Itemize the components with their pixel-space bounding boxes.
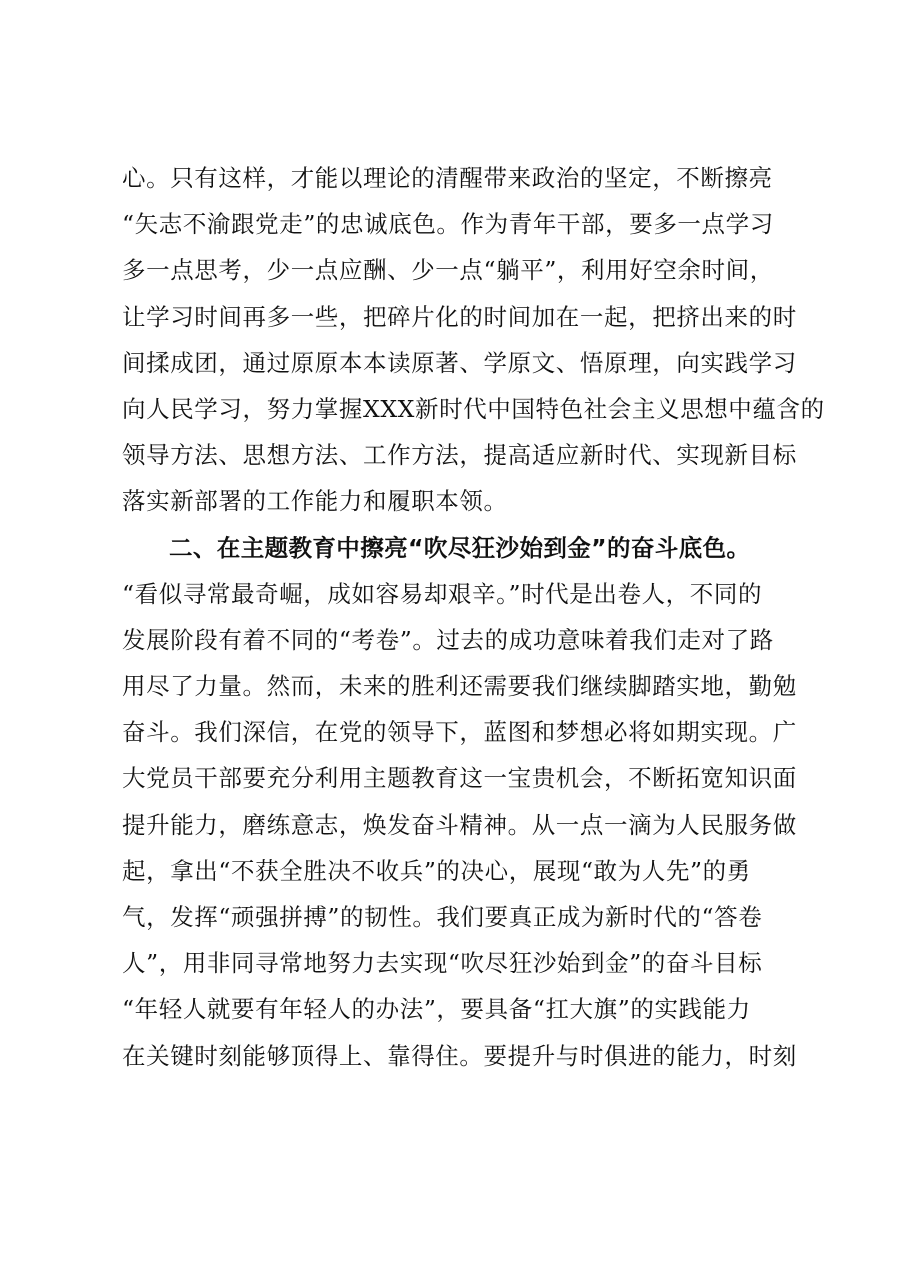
text-line: 多一点思考，少一点应酬、少一点“躺平”，利用好空余时间， <box>122 256 774 285</box>
text-line: 人”，用非同寻常地努力去实现“吹尽狂沙始到金”的奋斗目标 <box>122 949 763 978</box>
text-line: 发展阶段有着不同的“考卷”。过去的成功意味着我们走对了路 <box>122 625 774 654</box>
text-line: 间揉成团，通过原原本本读原著、学原文、悟原理，向实践学习 <box>122 348 797 377</box>
text-line: 落实新部署的工作能力和履职本领。 <box>122 487 508 516</box>
text-line: “看似寻常最奇崛，成如容易却艰辛。”时代是出卷人，不同的 <box>122 579 763 608</box>
text-line: 气，发挥“顽强拼搏”的韧性。我们要真正成为新时代的“答卷 <box>122 903 763 931</box>
text-line: 起，拿出“不获全胜决不收兵”的决心，展现“敢为人先”的勇 <box>122 856 751 885</box>
text-line: 用尽了力量。然而，未来的胜利还需要我们继续脚踏实地，勤勉 <box>122 672 797 701</box>
paragraph-1 <box>122 155 825 525</box>
paragraph-2 <box>122 571 822 1079</box>
text-line: 奋斗。我们深信，在党的领导下，蓝图和梦想必将如期实现。广 <box>122 718 797 747</box>
text-line: 让学习时间再多一些，把碎片化的时间加在一起，把挤出来的时 <box>122 302 797 331</box>
text-line: 心。只有这样，才能以理论的清醒带来政治的坚定，不断擦亮 <box>122 164 773 192</box>
text-line: 提升能力，磨练意志，焕发奋斗精神。从一点一滴为人民服务做 <box>122 810 797 839</box>
text-line: 在关键时刻能够顶得上、靠得住。要提升与时俱进的能力，时刻 <box>122 1041 797 1070</box>
section-heading: 二、在主题教育中擦亮“吹尽狂沙始到金”的奋斗底色。 <box>169 533 751 562</box>
text-line: 大党员干部要充分利用主题教育这一宝贵机会，不断拓宽知识面 <box>122 764 797 793</box>
text-line: 向人民学习，努力掌握XXX新时代中国特色社会主义思想中蕴含的 <box>122 394 825 423</box>
text-line: 领导方法、思想方法、工作方法，提高适应新时代、实现新目标 <box>122 441 797 470</box>
document-body <box>122 155 825 1079</box>
text-line: “矢志不渝跟党走”的忠诚底色。作为青年干部，要多一点学习 <box>122 210 774 239</box>
text-line: “年轻人就要有年轻人的办法”，要具备“扛大旗”的实践能力 <box>122 995 751 1024</box>
